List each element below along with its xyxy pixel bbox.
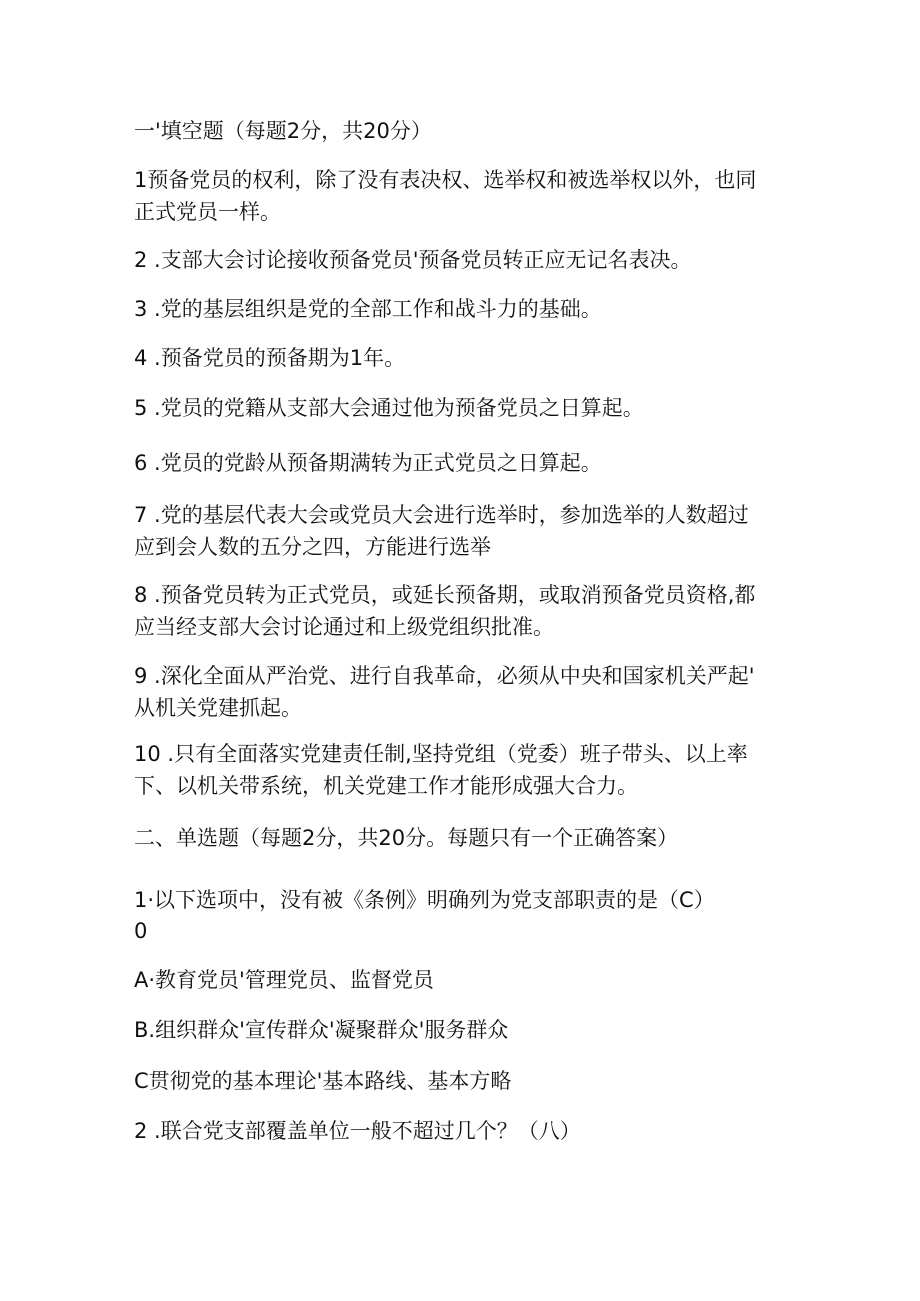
section2-heading: 二、单选题（每题2分，共20分。每题只有一个正确答案） (134, 826, 679, 850)
fill-blank-7-line2: 应到会人数的五分之四，方能进行选举 (134, 535, 491, 559)
fill-blank-1-line2: 正式党员一样。 (134, 200, 281, 224)
fill-blank-6: 6 .党员的党龄从预备期满转为正式党员之日算起。 (134, 451, 602, 475)
single-choice-1-question-line1: 1·以下选项中，没有被《条例》明确列为党支部职责的是（C） (134, 888, 715, 912)
fill-blank-10-line2: 下、以机关带系统，机关党建工作才能形成强大合力。 (134, 774, 638, 798)
single-choice-1-option-a: A·教育党员'管理党员、监督党员 (134, 968, 434, 992)
single-choice-1-option-b: B.组织群众'宣传群众'凝聚群众'服务群众 (134, 1018, 509, 1042)
fill-blank-8-line1: 8 .预备党员转为正式党员，或延长预备期，或取消预备党员资格,都 (134, 583, 756, 607)
section1-heading: 一'填空题（每题2分，共20分） (134, 119, 432, 143)
fill-blank-7-line1: 7 .党的基层代表大会或党员大会进行选举时，参加选举的人数超过 (134, 503, 749, 527)
single-choice-1-question-line2: 0 (134, 919, 148, 943)
single-choice-2-question-line1: 2 .联合党支部覆盖单位一般不超过几个？（八） (134, 1119, 581, 1143)
fill-blank-3: 3 .党的基层组织是党的全部工作和战斗力的基础。 (134, 297, 602, 321)
fill-blank-4: 4 .预备党员的预备期为1年。 (134, 346, 406, 370)
fill-blank-10-line1: 10 .只有全面落实党建责任制,坚持党组（党委）班子带头、以上率 (134, 742, 748, 766)
fill-blank-9-line2: 从机关党建抓起。 (134, 696, 302, 720)
fill-blank-1-line1: 1预备党员的权利，除了没有表决权、选举权和被选举权以外，也同 (134, 168, 757, 192)
fill-blank-8-line2: 应当经支部大会讨论通过和上级党组织批准。 (134, 615, 554, 639)
fill-blank-2: 2 .支部大会讨论接收预备党员'预备党员转正应无记名表决。 (134, 248, 692, 272)
fill-blank-9-line1: 9 .深化全面从严治党、进行自我革命，必须从中央和国家机关严起' (134, 664, 755, 688)
fill-blank-5: 5 .党员的党籍从支部大会通过他为预备党员之日算起。 (134, 396, 644, 420)
single-choice-1-option-c: C贯彻党的基本理论'基本路线、基本方略 (134, 1069, 512, 1093)
